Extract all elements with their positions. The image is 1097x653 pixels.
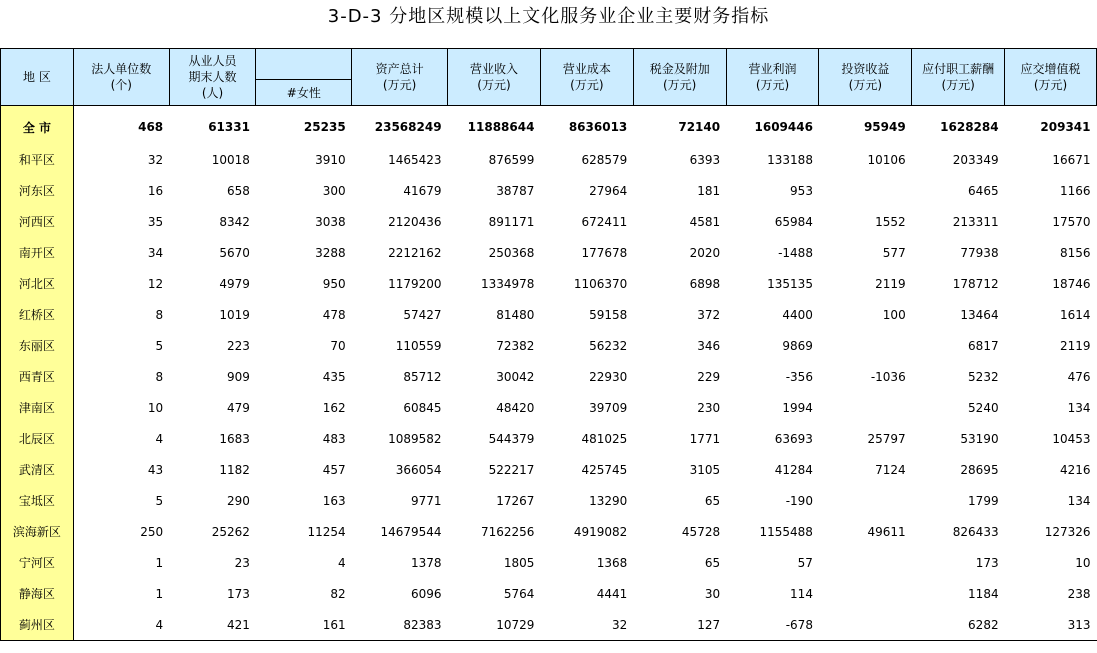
value-cell: 1089582 [388,431,442,446]
table-row [1,547,1097,578]
value-cell: 372 [697,307,721,322]
value-cell: 173 [227,586,250,601]
value-cell: 4 [155,431,164,446]
value-cell: 1378 [411,555,442,570]
value-cell: 1805 [503,555,535,570]
region-cell: 宝坻区 [1,485,74,516]
value-cell: 8 [155,307,164,322]
value-cell: 425745 [581,462,628,477]
value-cell: 82 [330,586,346,601]
value-cell: 65 [704,555,721,570]
value-cell: 70 [330,338,346,353]
table-row [1,299,1097,330]
value-cell: 43 [147,462,164,477]
value-cell: 10729 [448,609,541,641]
header-units-line: (个) [110,78,132,92]
value-cell: 1614 [1059,307,1091,322]
value-cell: 2020 [689,245,721,260]
region-cell: 红桥区 [1,299,74,330]
value-cell: 77938 [960,245,999,260]
header-assets-line: (万元) [382,78,417,92]
value-cell: 85712 [403,369,442,384]
table-row [1,454,1097,485]
value-cell: 17267 [496,493,535,508]
value-cell: 27964 [589,183,628,198]
value-cell: 223 [227,338,250,353]
value-cell [819,578,912,609]
value-cell: 34 [147,245,164,260]
value-cell: 177678 [581,245,628,260]
value-cell: 181 [697,183,721,198]
value-cell: -1488 [778,245,813,260]
value-cell: 25262 [211,524,250,539]
value-cell: 481025 [581,431,628,446]
value-cell: 3288 [315,245,346,260]
header-employees-line: 从业人员 [188,54,237,68]
table-row [1,423,1097,454]
value-cell: 4216 [1059,462,1091,477]
table-row [1,392,1097,423]
value-cell: 6393 [689,152,721,167]
value-cell: 3038 [315,214,346,229]
header-female: #女性 [256,80,352,106]
value-cell: 250 [140,524,164,539]
value-cell: 230 [697,400,721,415]
table-row [1,578,1097,609]
region-cell: 南开区 [1,237,74,268]
value-cell: 133188 [767,152,813,167]
value-cell [819,547,912,578]
value-cell: 10453 [1052,431,1091,446]
value-cell: 483 [322,431,346,446]
value-cell: 95949 [863,120,906,134]
value-cell: 81480 [496,307,535,322]
header-investment-line: (万元) [848,78,883,92]
header-revenue-line: (万元) [477,78,511,92]
financial-table [0,48,1097,641]
value-cell: 11888644 [467,120,535,134]
header-tax [633,49,726,106]
value-cell: 1334978 [480,276,535,291]
region-cell: 北辰区 [1,423,74,454]
header-payroll-line: (万元) [941,78,975,92]
value-cell: 134 [1067,493,1091,508]
value-cell: 250368 [488,245,535,260]
value-cell: 56232 [589,338,628,353]
header-assets [352,49,448,106]
value-cell: 10106 [867,152,906,167]
value-cell: 544379 [488,431,535,446]
value-cell: 1799 [968,493,999,508]
header-cost-line: 营业成本 [562,62,611,76]
value-cell [819,175,912,206]
value-cell: 28695 [960,462,999,477]
value-cell: 468 [138,120,164,134]
value-cell: 48420 [496,400,535,415]
region-cell: 蓟州区 [1,609,74,641]
header-assets-line: 资产总计 [375,62,424,76]
value-cell: 8 [155,369,164,384]
value-cell: 476 [1067,369,1091,384]
value-cell: 57 [797,555,813,570]
value-cell: 30042 [496,369,535,384]
region-cell: 河东区 [1,175,74,206]
value-cell: 5 [155,493,164,508]
header-vat-line: 应交增值税 [1020,62,1081,76]
value-cell: 53190 [960,431,999,446]
value-cell: 178712 [952,276,999,291]
header-units-line: 法人单位数 [91,62,152,76]
value-cell: 163 [322,493,346,508]
header-region: 地 区 [1,49,74,106]
table-row [1,609,1097,641]
value-cell: 14679544 [380,524,442,539]
header-payroll [912,49,1005,106]
value-cell: 8342 [219,214,250,229]
value-cell: 1106370 [573,276,628,291]
value-cell: 22930 [589,369,628,384]
value-cell: 1179200 [388,276,442,291]
value-cell: 127 [633,609,726,641]
value-cell: 1994 [782,400,813,415]
value-cell: 4 [338,555,346,570]
header-investment-line: 投资收益 [841,62,890,76]
value-cell: 32 [540,609,633,641]
region-cell: 西青区 [1,361,74,392]
value-cell: 61331 [208,120,250,134]
value-cell: -1036 [870,369,906,384]
header-investment [819,49,912,106]
value-cell: 13290 [589,493,628,508]
value-cell: 313 [1005,609,1097,641]
value-cell: -190 [785,493,813,508]
value-cell: 290 [227,493,250,508]
value-cell: 10 [147,400,164,415]
value-cell: 9869 [782,338,813,353]
value-cell: 18746 [1052,276,1091,291]
value-cell: 891171 [488,214,535,229]
value-cell [819,330,912,361]
value-cell: 173 [975,555,999,570]
value-cell: 522217 [488,462,535,477]
region-cell: 河北区 [1,268,74,299]
value-cell: 65984 [774,214,813,229]
value-cell: 1628284 [940,120,999,134]
value-cell [819,485,912,516]
region-cell: 和平区 [1,144,74,175]
value-cell: -356 [785,369,813,384]
value-cell: 1552 [875,214,906,229]
value-cell: 5 [155,338,164,353]
value-cell: 25797 [867,431,906,446]
value-cell: 658 [227,183,250,198]
value-cell: 1 [155,586,164,601]
value-cell: 628579 [581,152,628,167]
value-cell: 229 [697,369,721,384]
value-cell: 41679 [403,183,442,198]
value-cell: 39709 [589,400,628,415]
value-cell: 1465423 [388,152,442,167]
value-cell: 300 [322,183,346,198]
value-cell: 479 [227,400,250,415]
value-cell: 421 [169,609,256,641]
value-cell: 953 [790,183,813,198]
value-cell: 5240 [968,400,999,415]
value-cell: 23 [234,555,250,570]
value-cell: 32 [147,152,164,167]
value-cell: 5232 [968,369,999,384]
header-revenue-line: 营业收入 [469,62,518,76]
value-cell: 4 [73,609,169,641]
value-cell: 4919082 [573,524,628,539]
value-cell: 457 [322,462,346,477]
value-cell: 57427 [403,307,442,322]
value-cell: 63693 [774,431,813,446]
table-row [1,144,1097,175]
value-cell: 213311 [952,214,999,229]
value-cell: 17570 [1052,214,1091,229]
header-payroll-line: 应付职工薪酬 [922,62,995,76]
value-cell: 876599 [488,152,535,167]
table-row [1,206,1097,237]
value-cell: 11254 [307,524,346,539]
header-cost-line: (万元) [570,78,604,92]
value-cell: 72140 [678,120,721,134]
region-cell: 宁河区 [1,547,74,578]
header-units [73,49,169,106]
region-cell: 东丽区 [1,330,74,361]
header-profit [726,49,819,106]
header-tax-line: (万元) [663,78,697,92]
value-cell: 1368 [596,555,628,570]
region-cell: 全 市 [1,110,74,144]
value-cell: 16 [147,183,164,198]
value-cell: 2212162 [388,245,442,260]
value-cell: 478 [322,307,346,322]
value-cell: 23568249 [374,120,442,134]
header-employees-line: 期末人数 [188,70,237,84]
header-vat-line: (万元) [1033,78,1068,92]
value-cell: 4581 [689,214,721,229]
value-cell: 9771 [411,493,442,508]
header-profit-line: (万元) [755,78,790,92]
header-employees-line: (人) [201,86,224,100]
value-cell: 950 [322,276,346,291]
value-cell: 10018 [211,152,250,167]
table-row [1,330,1097,361]
value-cell: 13464 [960,307,999,322]
value-cell [819,609,912,641]
value-cell: 4979 [219,276,250,291]
value-cell: 127326 [1044,524,1091,539]
region-cell: 滨海新区 [1,516,74,547]
value-cell: 1019 [219,307,250,322]
table-row [1,175,1097,206]
header-tax-line: 税金及附加 [649,62,710,76]
table-row [1,237,1097,268]
value-cell: 114 [790,586,813,601]
value-cell: 8636013 [568,120,628,134]
value-cell: 7162256 [480,524,535,539]
value-cell: 4400 [782,307,813,322]
value-cell: 346 [697,338,721,353]
value-cell: 134 [1067,400,1091,415]
value-cell: 6465 [968,183,999,198]
value-cell: 38787 [496,183,535,198]
value-cell: 4441 [596,586,628,601]
value-cell: 35 [147,214,164,229]
value-cell: 162 [322,400,346,415]
value-cell: 1155488 [759,524,813,539]
table-row [1,516,1097,547]
header-cost [540,49,633,106]
value-cell: 82383 [352,609,448,641]
header-vat [1005,49,1097,106]
value-cell: 100 [882,307,906,322]
value-cell: 909 [227,369,250,384]
value-cell: 1 [155,555,164,570]
value-cell: 3910 [315,152,346,167]
value-cell: 60845 [403,400,442,415]
value-cell: 59158 [589,307,628,322]
value-cell: 6898 [689,276,721,291]
value-cell: 1771 [689,431,721,446]
header-revenue [448,49,541,106]
page-title: 3-D-3 分地区规模以上文化服务业企业主要财务指标 [327,6,770,27]
value-cell: 209341 [1040,120,1091,134]
value-cell: 41284 [774,462,813,477]
value-cell: 1184 [968,586,999,601]
header-employees-spacer [256,49,352,80]
value-cell: 45728 [681,524,721,539]
value-cell: 826433 [952,524,999,539]
table-row [1,268,1097,299]
region-cell: 武清区 [1,454,74,485]
value-cell: 16671 [1052,152,1091,167]
value-cell: -678 [726,609,819,641]
value-cell: 2120436 [388,214,442,229]
value-cell: 30 [704,586,721,601]
value-cell: 577 [882,245,906,260]
value-cell: 8156 [1059,245,1091,260]
value-cell: 1182 [219,462,250,477]
value-cell: 25235 [303,120,346,134]
value-cell [819,392,912,423]
total-row [1,110,1097,144]
value-cell: 366054 [395,462,442,477]
value-cell: 6282 [912,609,1005,641]
value-cell: 10 [1075,555,1091,570]
value-cell: 7124 [875,462,906,477]
value-cell: 1683 [219,431,250,446]
header-employees [169,49,256,106]
value-cell: 110559 [395,338,442,353]
table-row [1,485,1097,516]
value-cell: 3105 [689,462,721,477]
table-row [1,361,1097,392]
value-cell: 1609446 [754,120,813,134]
value-cell: 2119 [1059,338,1091,353]
value-cell: 5764 [503,586,535,601]
value-cell: 672411 [581,214,628,229]
value-cell: 12 [147,276,164,291]
value-cell: 6096 [411,586,442,601]
header-profit-line: 营业利润 [748,62,797,76]
value-cell: 435 [322,369,346,384]
region-cell: 津南区 [1,392,74,423]
value-cell: 238 [1067,586,1091,601]
value-cell: 49611 [867,524,906,539]
value-cell: 161 [256,609,352,641]
region-cell: 河西区 [1,206,74,237]
value-cell: 5670 [219,245,250,260]
value-cell: 6817 [968,338,999,353]
table-body [1,106,1097,641]
value-cell: 1166 [1059,183,1091,198]
value-cell: 203349 [952,152,999,167]
region-cell: 静海区 [1,578,74,609]
value-cell: 135135 [767,276,813,291]
value-cell: 72382 [496,338,535,353]
value-cell: 65 [704,493,721,508]
value-cell: 2119 [875,276,906,291]
